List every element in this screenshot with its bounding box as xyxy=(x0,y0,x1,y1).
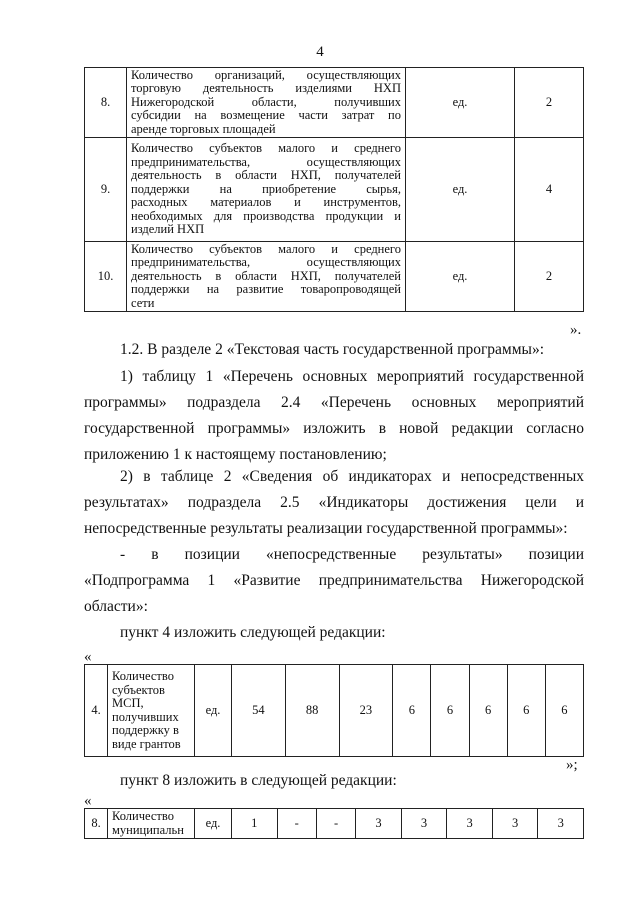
row-value: 3 xyxy=(538,809,584,839)
description-line: субъектов xyxy=(112,682,165,697)
table-row xyxy=(85,68,584,138)
row-value: 4 xyxy=(515,138,584,242)
row-unit: ед. xyxy=(406,242,515,312)
table-row xyxy=(85,242,584,312)
row-value: 6 xyxy=(393,665,431,757)
description-line: сети xyxy=(131,295,155,310)
description-line: поддержку в xyxy=(112,723,179,737)
description-line: предпринимательства, осуществляющих xyxy=(131,255,401,270)
description-line: Количество субъектов малого и среднего xyxy=(131,241,401,256)
point-8-heading: пункт 8 изложить в следующей редакции: xyxy=(120,772,397,789)
text-line: программы» подраздела 2.4 «Перечень основных мероприятий xyxy=(84,394,584,411)
description-line: предпринимательства, осуществляющих xyxy=(131,154,401,169)
row-value: 6 xyxy=(507,665,545,757)
paragraph-dash xyxy=(84,542,584,620)
description-line: получивших xyxy=(112,709,179,724)
description-line: виде грантов xyxy=(112,736,181,751)
description-line: деятельность в области НХП, получателей xyxy=(131,168,401,183)
row-value: 6 xyxy=(431,665,469,757)
text-line: «Подпрограмма 1 «Развитие предпринимательства Нижегородской xyxy=(84,572,584,589)
description-line: торговую деятельность изделиями НХП xyxy=(131,81,401,96)
closing-quote-2: »; xyxy=(566,757,578,773)
row-value: 54 xyxy=(232,665,286,757)
row-number: 9. xyxy=(85,138,127,242)
description-line: поддержки на развитие товаропроводящей xyxy=(131,282,401,297)
description-line: необходимых для производства продукции и xyxy=(131,208,401,223)
row-unit: ед. xyxy=(195,665,232,757)
text-line: 1) таблицу 1 «Перечень основных мероприятий государственной xyxy=(120,368,584,385)
indicators-table-continued xyxy=(84,67,584,312)
description-line: деятельность в области НХП, получателей xyxy=(131,268,401,283)
row-number: 4. xyxy=(85,665,108,757)
point-8-table xyxy=(84,808,584,839)
text-line: - в позиции «непосредственные результаты» позиции xyxy=(120,546,584,563)
row-value: 3 xyxy=(356,809,402,839)
text-line: области»: xyxy=(84,598,148,615)
paragraph-item-2 xyxy=(84,464,584,542)
text-line: непосредственные результаты реализации государственной программы»: xyxy=(84,520,568,537)
description-line: аренде торговых площадей xyxy=(131,121,276,136)
description-line: Количество организаций, осуществляющих xyxy=(131,67,401,82)
opening-quote: « xyxy=(84,649,92,665)
text-line: результатах» подраздела 2.5 «Индикаторы достижения цели и xyxy=(84,494,584,511)
row-description xyxy=(108,665,195,757)
row-description xyxy=(108,809,195,839)
text-line: 2) в таблице 2 «Сведения об индикаторах и непосредственных xyxy=(120,468,584,485)
row-value: 1 xyxy=(232,809,278,839)
row-number: 8. xyxy=(85,68,127,138)
description-line: Количество xyxy=(112,669,174,683)
row-unit: ед. xyxy=(195,809,232,839)
row-description xyxy=(127,138,406,242)
description-line: поддержки на приобретение сырья, xyxy=(131,181,401,196)
paragraph-1-2: 1.2. В разделе 2 «Текстовая часть государственной программы»: xyxy=(120,341,545,358)
row-unit: ед. xyxy=(406,68,515,138)
row-value: - xyxy=(316,809,355,839)
row-value: 2 xyxy=(515,242,584,312)
row-value: 2 xyxy=(515,68,584,138)
row-description xyxy=(127,68,406,138)
point-4-heading: пункт 4 изложить следующей редакции: xyxy=(120,624,386,641)
opening-quote-2: « xyxy=(84,793,92,809)
row-value: 3 xyxy=(492,809,538,839)
row-value: 3 xyxy=(401,809,447,839)
description-line: Нижегородской области, получивших xyxy=(131,94,401,109)
description-line: расходных материалов и инструментов, xyxy=(131,195,401,210)
description-line: субсидии на возмещение части затрат по xyxy=(131,108,401,123)
row-value: - xyxy=(277,809,316,839)
row-value: 6 xyxy=(545,665,583,757)
description-line: Количество xyxy=(112,809,174,823)
row-number: 10. xyxy=(85,242,127,312)
row-unit: ед. xyxy=(406,138,515,242)
row-value: 23 xyxy=(339,665,393,757)
text-line: приложению 1 к настоящему постановлению; xyxy=(84,446,387,463)
row-description xyxy=(127,242,406,312)
description-line: муниципальн xyxy=(112,822,184,837)
row-value: 6 xyxy=(469,665,507,757)
paragraph-item-1 xyxy=(84,364,584,468)
closing-quote: ». xyxy=(570,322,582,338)
row-number: 8. xyxy=(85,809,108,839)
text-line: государственной программы» изложить в новой редакции согласно xyxy=(84,420,584,437)
description-line: МСП, xyxy=(112,696,144,710)
table-row xyxy=(85,138,584,242)
row-value: 88 xyxy=(285,665,339,757)
point-4-table xyxy=(84,664,584,757)
row-value: 3 xyxy=(447,809,493,839)
description-line: изделий НХП xyxy=(131,222,205,237)
page-number: 4 xyxy=(316,44,324,60)
description-line: Количество субъектов малого и среднего xyxy=(131,141,401,156)
